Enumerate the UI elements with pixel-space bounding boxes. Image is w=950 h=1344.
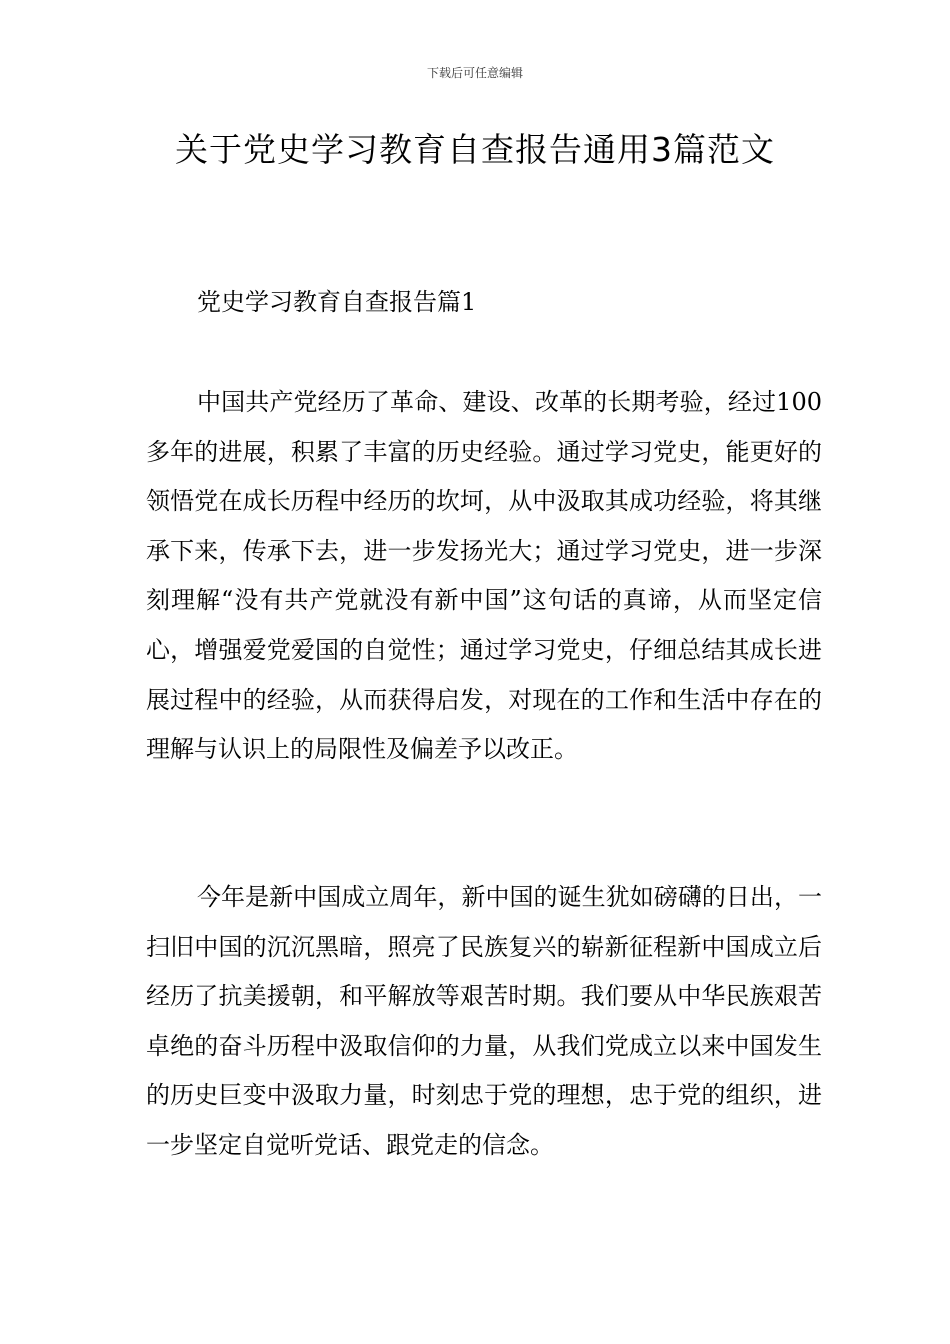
header-note: 下载后可任意编辑 (426, 66, 523, 80)
document-title: 关于党史学习教育自查报告通用3篇范文 (175, 130, 775, 169)
section-heading: 党史学习教育自查报告篇1 (197, 288, 477, 316)
body-paragraph-2: 今年是新中国成立周年，新中国的诞生犹如磅礴的日出，一扫旧中国的沉沉黑暗，照亮了民族复兴的崭新征程新中国成立后经历了抗美援朝，和平解放等艰苦时期。我们要从中华民族艰苦卓绝的奋斗历程中汲取信仰的力量，从我们党成立以来中国发生的历史巨变中汲取力量，时刻忠于党的理想，忠于党的组织，进一步坚定自觉听党话、跟党走的信念。 (146, 883, 822, 1159)
body-paragraph-1: 中国共产党经历了革命、建设、改革的长期考验，经过100多年的进展，积累了丰富的历史经验。通过学习党史，能更好的领悟党在成长历程中经历的坎坷，从中汲取其成功经验，将其继承下来，传承下去，进一步发扬光大；通过学习党史，进一步深刻理解“没有共产党就没有新中国”这句话的真谛，从而坚定信心，增强爱党爱国的自觉性；通过学习党史，仔细总结其成长进展过程中的经验，从而获得启发，对现在的工作和生活中存在的理解与认识上的局限性及偏差予以改正。 (146, 388, 822, 764)
